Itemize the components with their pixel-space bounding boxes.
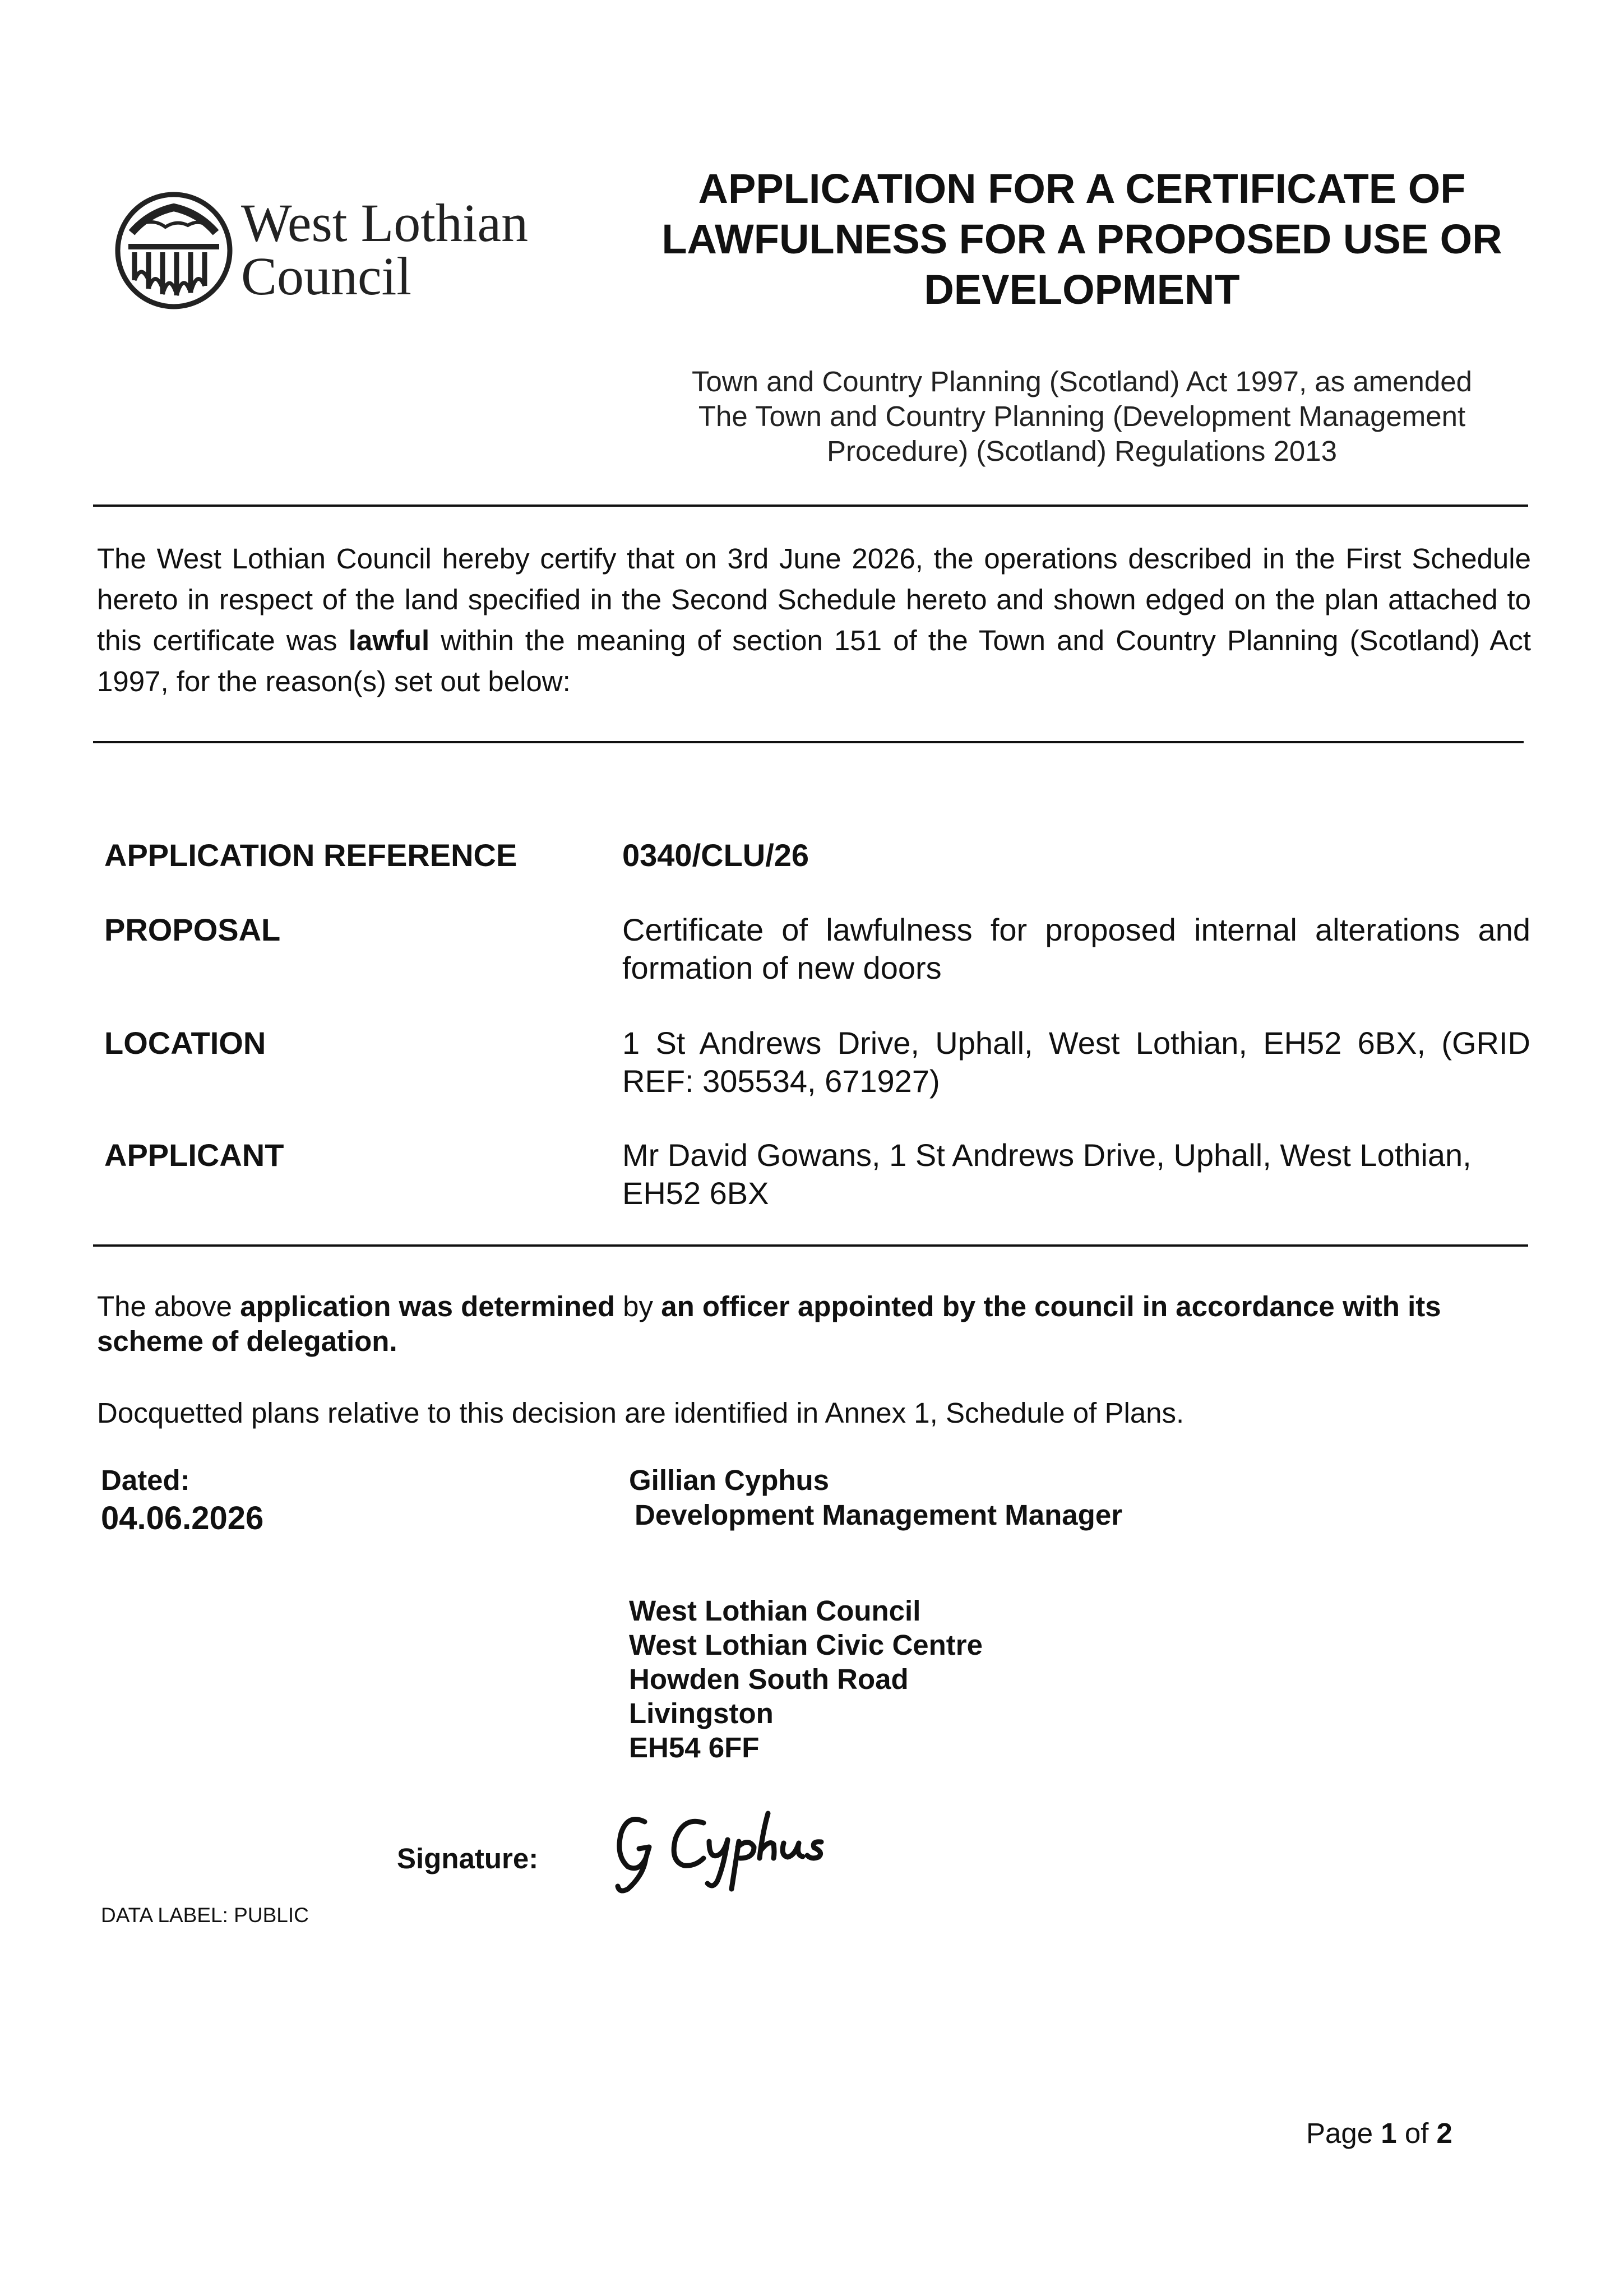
location-value: 1 St Andrews Drive, Uphall, West Lothian, EH52 6BX, (GRID REF: 305534, 671927) <box>622 1025 1530 1099</box>
act-line: The Town and Country Planning (Development Management <box>698 400 1466 432</box>
certification-statement <box>97 538 1531 702</box>
page-number <box>1306 2116 1452 2151</box>
page-number-text: of <box>1396 2117 1437 2149</box>
determination-emphasis: an officer appointed by the council in accordance with its scheme of delegation. <box>97 1290 1441 1357</box>
certify-emphasis: lawful <box>348 624 430 656</box>
title-line: LAWFULNESS FOR A PROPOSED USE OR <box>661 216 1502 262</box>
applicant-label: APPLICANT <box>104 1137 284 1173</box>
title-line: DEVELOPMENT <box>924 266 1240 313</box>
signature-label: Signature: <box>397 1843 539 1874</box>
divider <box>93 1244 1528 1247</box>
viaduct-emblem-icon <box>118 195 230 307</box>
page-current: 1 <box>1381 2117 1397 2149</box>
address-line: West Lothian Civic Centre <box>629 1629 983 1661</box>
act-line: Town and Country Planning (Scotland) Act 1997, as amended <box>691 365 1473 397</box>
address-line: Howden South Road <box>629 1663 909 1695</box>
docquetted-plans-note: Docquetted plans relative to this decision are identified in Annex 1, Schedule of Plans. <box>97 1397 1185 1429</box>
divider <box>93 741 1524 743</box>
legislation-reference <box>633 364 1530 469</box>
page-total: 2 <box>1436 2117 1452 2149</box>
address-line: Livingston <box>629 1697 774 1729</box>
determination-text: The above <box>97 1290 240 1322</box>
council-address <box>629 1594 983 1765</box>
document-title <box>622 164 1542 315</box>
determination-text: by <box>615 1290 661 1322</box>
signer-role: Development Management Manager <box>635 1499 1123 1531</box>
divider <box>93 504 1528 507</box>
proposal-label: PROPOSAL <box>104 912 281 947</box>
certify-text: The West Lothian Council hereby certify that on 3rd June 2026, the operations described in the First Schedule hereto in respect of the land specified in the Second Schedule hereto and shown edged on the plan attached to this certificate was <box>97 543 1531 656</box>
svg-text:West Lothian: West Lothian <box>241 193 529 253</box>
handwritten-signature <box>605 1799 875 1895</box>
page-number-text: Page <box>1306 2117 1381 2149</box>
title-line: APPLICATION FOR A CERTIFICATE OF <box>698 165 1466 212</box>
data-classification-label: DATA LABEL: PUBLIC <box>101 1904 309 1927</box>
dated-label: Dated: <box>101 1464 190 1496</box>
reference-value: 0340/CLU/26 <box>622 837 809 873</box>
location-label: LOCATION <box>104 1025 266 1061</box>
address-line: West Lothian Council <box>629 1595 921 1627</box>
determination-emphasis: application was determined <box>240 1290 616 1322</box>
certify-text: within the meaning of section 151 of the Town and Country Planning (Scotland) Act 1997, for the reason(s) set out below: <box>97 624 1531 697</box>
reference-label: APPLICATION REFERENCE <box>104 837 517 873</box>
svg-text:Council: Council <box>241 246 411 306</box>
council-logo <box>115 185 563 317</box>
act-line: Procedure) (Scotland) Regulations 2013 <box>826 435 1338 467</box>
dated-value: 04.06.2026 <box>101 1500 264 1536</box>
signer-name: Gillian Cyphus <box>629 1464 830 1496</box>
determination-statement <box>97 1289 1531 1359</box>
proposal-value: Certificate of lawfulness for proposed internal alterations and formation of new doors <box>622 912 1530 985</box>
address-line: EH54 6FF <box>629 1732 760 1763</box>
applicant-value: Mr David Gowans, 1 St Andrews Drive, Uphall, West Lothian, EH52 6BX <box>622 1137 1472 1211</box>
